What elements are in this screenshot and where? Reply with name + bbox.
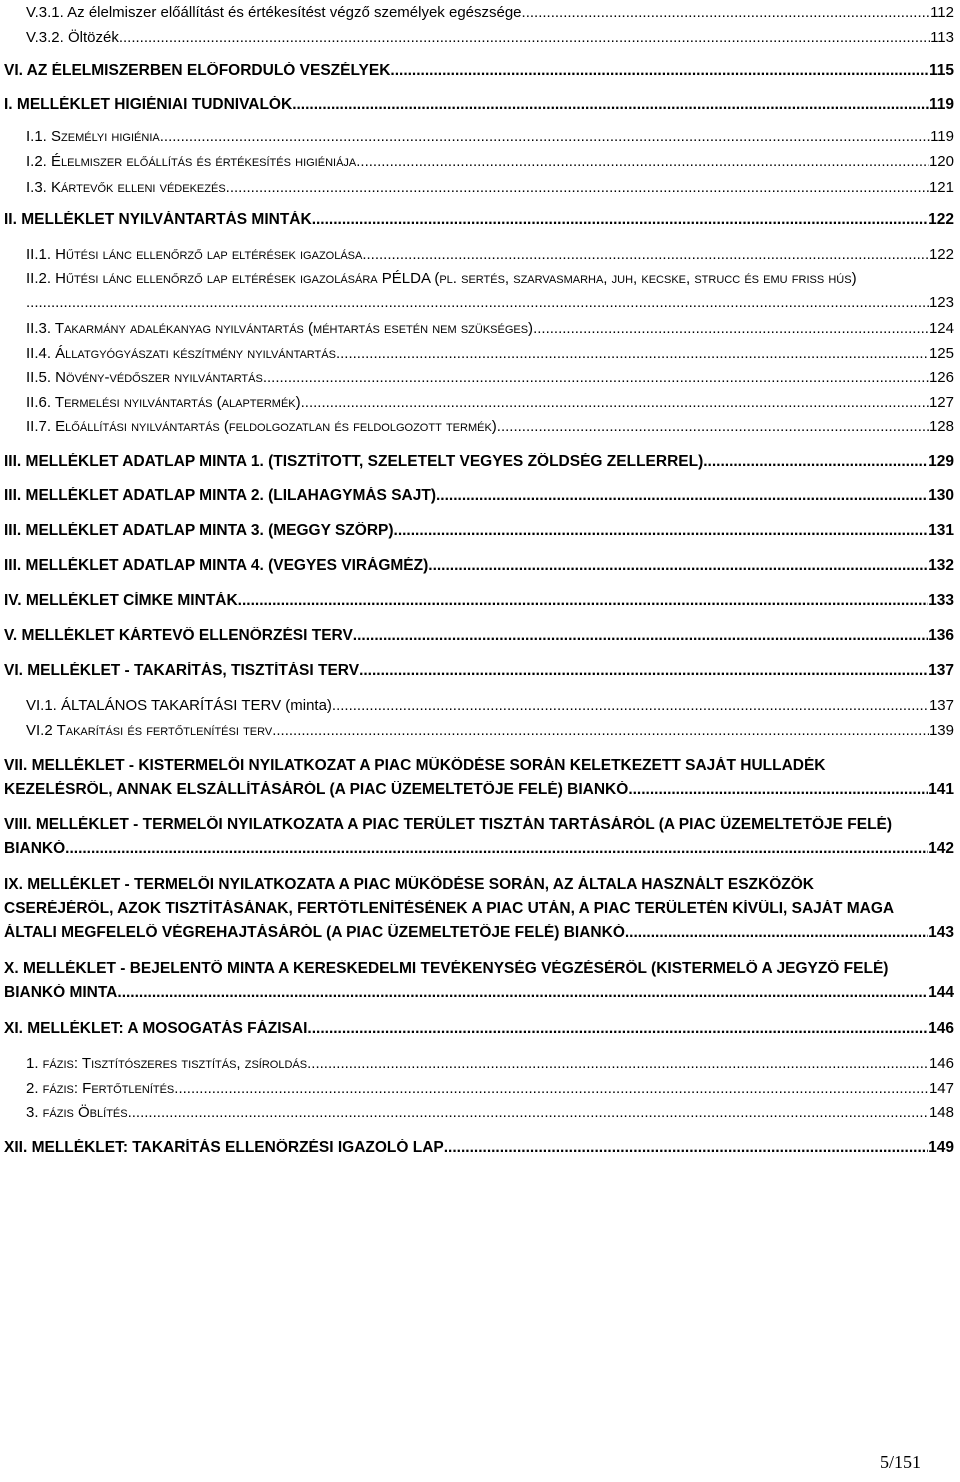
toc-page-number: 127 xyxy=(928,394,954,411)
toc-entry-title: XI. MELLÉKLET: A MOSOGATÁS FÁZISAI xyxy=(4,1020,308,1037)
toc-entry-title: I.1. Személyi higiénia xyxy=(26,128,160,145)
toc-entry-line xyxy=(4,984,954,1002)
toc-page-number: 137 xyxy=(928,662,954,679)
toc-leader-dots xyxy=(703,453,928,471)
toc-entry-line xyxy=(4,592,954,610)
toc-entry-line xyxy=(4,816,892,834)
toc-entry-title: V. MELLÉKLET KÁRTEVŐ ELLENŐRZÉSI TERV xyxy=(4,627,353,644)
toc-leader-dots xyxy=(522,4,931,21)
toc-leader-dots xyxy=(336,345,929,362)
toc-entry-title: VIII. MELLÉKLET - TERMELŐI NYILATKOZATA A PIAC TERÜLET TISZTÁN TARTÁSÁRÓL (A PIAC ÜZEMELTETŐJE FELÉ) xyxy=(4,816,893,833)
toc-entry-line xyxy=(4,876,814,894)
toc-entry-title: IX. MELLÉKLET - TERMELŐI NYILATKOZATA A PIAC MŰKÖDÉSE SORÁN, AZ ÁLTALA HASZNÁLT ESZKÖZÖK xyxy=(4,876,814,893)
toc-entry-title: 2. fázis: Fertőtlenítés xyxy=(26,1080,175,1097)
toc-entry-title: VI. MELLÉKLET - TAKARÍTÁS, TISZTÍTÁSI TERV xyxy=(4,662,360,679)
toc-entry-title: I.3. Kártevők elleni védekezés xyxy=(26,179,226,196)
toc-entry-title: I.2. Élelmiszer előállítás és értékesítés higiéniája xyxy=(26,153,357,170)
toc-leader-dots xyxy=(436,487,928,505)
toc-entry-line xyxy=(26,418,954,435)
toc-page-number: 130 xyxy=(928,487,954,504)
toc-entry-title: II.6. Termelési nyilvántartás (alaptermék) xyxy=(26,394,301,411)
toc-entry-title: II.4. Állatgyógyászati készítmény nyilvántartás xyxy=(26,345,336,362)
toc-entry-line xyxy=(26,153,954,170)
toc-entry-title: VI.2 Takarítási és fertőtlenítési terv xyxy=(26,722,273,739)
toc-entry-line xyxy=(26,345,954,362)
toc-leader-dots xyxy=(428,557,928,575)
toc-entry-title: XII. MELLÉKLET: TAKARÍTÁS ELLENŐRZÉSI IGAZOLÓ LAP xyxy=(4,1139,444,1156)
toc-page-number: 146 xyxy=(928,1020,954,1037)
toc-entry-line xyxy=(26,294,954,311)
toc-entry-line xyxy=(4,1020,954,1038)
toc-leader-dots xyxy=(174,1080,929,1097)
toc-page-number: 128 xyxy=(928,418,954,435)
toc-entry-title: I. MELLÉKLET HIGIÉNIAI TUDNIVALÓK xyxy=(4,96,293,113)
toc-entry-line xyxy=(26,246,954,263)
toc-leader-dots xyxy=(242,592,928,610)
toc-entry-title: II.2. Hűtési lánc ellenőrző lap eltérések igazolására PÉLDA (pl. sertés, szarvasmarha, juh, kecske, strucc és emu friss hús) xyxy=(26,270,857,287)
toc-page-number: 119 xyxy=(930,128,954,145)
toc-page-number: 147 xyxy=(928,1080,954,1097)
toc-leader-dots xyxy=(362,246,929,263)
toc-entry-title: IV. MELLÉKLET CÍMKE MINTÁK. xyxy=(4,592,242,609)
toc-page-number: 148 xyxy=(928,1104,954,1121)
toc-leader-dots xyxy=(122,984,928,1002)
toc-leader-dots xyxy=(353,627,928,645)
toc-page-number: 119 xyxy=(928,96,954,113)
toc-entry-title: VI.1. ÁLTALÁNOS TAKARÍTÁSI TERV (minta). xyxy=(26,697,337,714)
toc-leader-dots xyxy=(625,924,928,942)
toc-entry-line xyxy=(26,4,954,21)
toc-entry-title: 3. fázis Öblítés. xyxy=(26,1104,132,1121)
toc-page-number: 122 xyxy=(928,246,954,263)
toc-entry-line xyxy=(4,1139,954,1157)
toc-page-number: 123 xyxy=(928,294,954,311)
toc-page-number: 141 xyxy=(928,781,954,798)
toc-leader-dots xyxy=(26,294,929,311)
toc-entry-title: VII. MELLÉKLET - KISTERMELŐI NYILATKOZAT A PIAC MŰKÖDÉSE SORÁN KELETKEZETT SAJÁT HULLADÉK xyxy=(4,757,826,774)
toc-page-number: 139 xyxy=(928,722,954,739)
toc-page-number: 132 xyxy=(928,557,954,574)
toc-leader-dots xyxy=(395,62,929,80)
toc-entry-title: III. MELLÉKLET ADATLAP MINTA 1. (TISZTÍTOTT, SZELETELT VEGYES ZÖLDSÉG ZELLERREL) xyxy=(4,453,704,470)
toc-leader-dots xyxy=(69,840,928,858)
toc-leader-dots xyxy=(444,1139,928,1157)
toc-leader-dots xyxy=(292,96,929,114)
toc-entry-line xyxy=(4,960,888,978)
toc-entry-title: II.5. Növény-védőszer nyilvántartás xyxy=(26,369,263,386)
toc-entry-title: III. MELLÉKLET ADATLAP MINTA 4. (VEGYES VIRÁGMÉZ) xyxy=(4,557,429,574)
toc-entry-line xyxy=(4,96,954,114)
toc-leader-dots xyxy=(336,697,929,714)
toc-entry-title: II.1. Hűtési lánc ellenőrző lap eltérések igazolása xyxy=(26,246,363,263)
toc-entry-title: BIANKÓ. xyxy=(4,840,70,857)
toc-entry-title: KEZELÉSRŐL, ANNAK ELSZÁLLÍTÁSÁRÓL (A PIAC ÜZEMELTETŐJE FELÉ) BIANKÓ xyxy=(4,781,629,798)
toc-page-number: 125 xyxy=(928,345,954,362)
toc-leader-dots xyxy=(160,128,930,145)
toc-entry-title: III. MELLÉKLET ADATLAP MINTA 2. (LILAHAGYMÁS SAJT) xyxy=(4,487,436,504)
toc-leader-dots xyxy=(359,662,928,680)
toc-entry-line xyxy=(4,924,954,942)
toc-page-number: 121 xyxy=(928,179,954,196)
toc-leader-dots xyxy=(628,781,928,799)
toc-entry-line xyxy=(26,394,954,411)
toc-page-number: 149 xyxy=(928,1139,954,1156)
toc-page-number: 120 xyxy=(928,153,954,170)
toc-entry-line xyxy=(4,627,954,645)
toc-entry-title: II.3. Takarmány adalékanyag nyilvántartás (méhtartás esetén nem szükséges) xyxy=(26,320,534,337)
toc-leader-dots xyxy=(533,320,929,337)
toc-leader-dots xyxy=(356,153,929,170)
toc-page-number: 115 xyxy=(928,62,954,79)
toc-page-number: 131 xyxy=(928,522,954,539)
toc-entry-line xyxy=(4,840,954,858)
toc-page-number: 146 xyxy=(928,1055,954,1072)
toc-page-number: 112 xyxy=(930,4,954,21)
toc-page-number: 124 xyxy=(928,320,954,337)
toc-page-number: 143 xyxy=(928,924,954,941)
toc-entry-title: III. MELLÉKLET ADATLAP MINTA 3. (MEGGY SZÖRP) xyxy=(4,522,394,539)
toc-entry-title: II. MELLÉKLET NYILVÁNTARTÁS MINTÁK xyxy=(4,211,312,228)
toc-leader-dots xyxy=(272,722,929,739)
toc-entry-line xyxy=(4,62,954,80)
toc-entry-title: VI. AZ ÉLELMISZERBEN ELŐFORDULÓ VESZÉLYEK. xyxy=(4,62,395,79)
toc-leader-dots xyxy=(307,1055,929,1072)
toc-page-number: 137 xyxy=(928,697,954,714)
toc-entry-line xyxy=(4,757,826,775)
toc-entry-line xyxy=(26,179,954,196)
toc-entry-line xyxy=(26,270,857,287)
toc-entry-line xyxy=(26,29,954,46)
toc-entry-title: CSERÉJÉRŐL, AZOK TISZTÍTÁSÁNAK, FERTŐTLENÍTÉSÉNEK A PIAC UTÁN, A PIAC TERÜLETÉN KÍVÜLI, SAJÁT MAGA xyxy=(4,900,895,917)
toc-entry-line xyxy=(4,557,954,575)
toc-entry-title: V.3.1. Az élelmiszer előállítást és értékesítést végző személyek egészsége xyxy=(26,4,522,21)
toc-entry-line xyxy=(4,662,954,680)
toc-page-number: 133 xyxy=(928,592,954,609)
toc-entry-line xyxy=(26,1104,954,1121)
toc-entry-line xyxy=(26,1055,954,1072)
toc-leader-dots xyxy=(301,394,929,411)
toc-leader-dots xyxy=(263,369,929,386)
toc-leader-dots xyxy=(394,522,929,540)
toc-entry-line xyxy=(26,369,954,386)
toc-entry-title: 1. fázis: Tisztítószeres tisztítás, zsíroldás xyxy=(26,1055,308,1072)
toc-page-number: 136 xyxy=(928,627,954,644)
toc-entry-line xyxy=(4,900,894,918)
toc-page-number: 122 xyxy=(928,211,954,228)
toc-entry-title: ÁLTALI MEGFELELŐ VÉGREHAJTÁSÁRÓL (A PIAC ÜZEMELTETŐJE FELÉ) BIANKÓ xyxy=(4,924,625,941)
toc-entry-line xyxy=(26,1080,954,1097)
toc-entry-title: V.3.2. Öltözék xyxy=(26,29,119,46)
toc-entry-line xyxy=(4,211,954,229)
toc-entry-line xyxy=(4,487,954,505)
toc-entry-line xyxy=(26,128,954,145)
toc-entry-line xyxy=(26,722,954,739)
toc-leader-dots xyxy=(312,211,928,229)
toc-page-number: 113 xyxy=(930,29,954,46)
toc-entry-line xyxy=(4,522,954,540)
toc-page-number: 129 xyxy=(928,453,954,470)
toc-entry-line xyxy=(26,697,954,714)
toc-leader-dots xyxy=(119,29,930,46)
toc-leader-dots xyxy=(226,179,929,196)
toc-page-number: 144 xyxy=(928,984,954,1001)
page-number: 5/151 xyxy=(880,1452,922,1472)
toc-page-number: 142 xyxy=(928,840,954,857)
toc-leader-dots xyxy=(307,1020,928,1038)
toc-leader-dots xyxy=(497,418,929,435)
toc-page-number: 126 xyxy=(928,369,954,386)
toc-entry-title: II.7. Előállítási nyilvántartás (feldolgozatlan és feldolgozott termék) xyxy=(26,418,497,435)
toc-leader-dots xyxy=(132,1104,929,1121)
toc-entry-title: BIANKÓ MINTA. xyxy=(4,984,122,1001)
toc-entry-line xyxy=(4,453,954,471)
toc-entry-line xyxy=(4,781,954,799)
toc-entry-line xyxy=(26,320,954,337)
toc-entry-title: X. MELLÉKLET - BEJELENTŐ MINTA A KERESKEDELMI TEVÉKENYSÉG VÉGZÉSÉRŐL (KISTERMELŐ A JEGYZŐ FELÉ) xyxy=(4,960,889,977)
